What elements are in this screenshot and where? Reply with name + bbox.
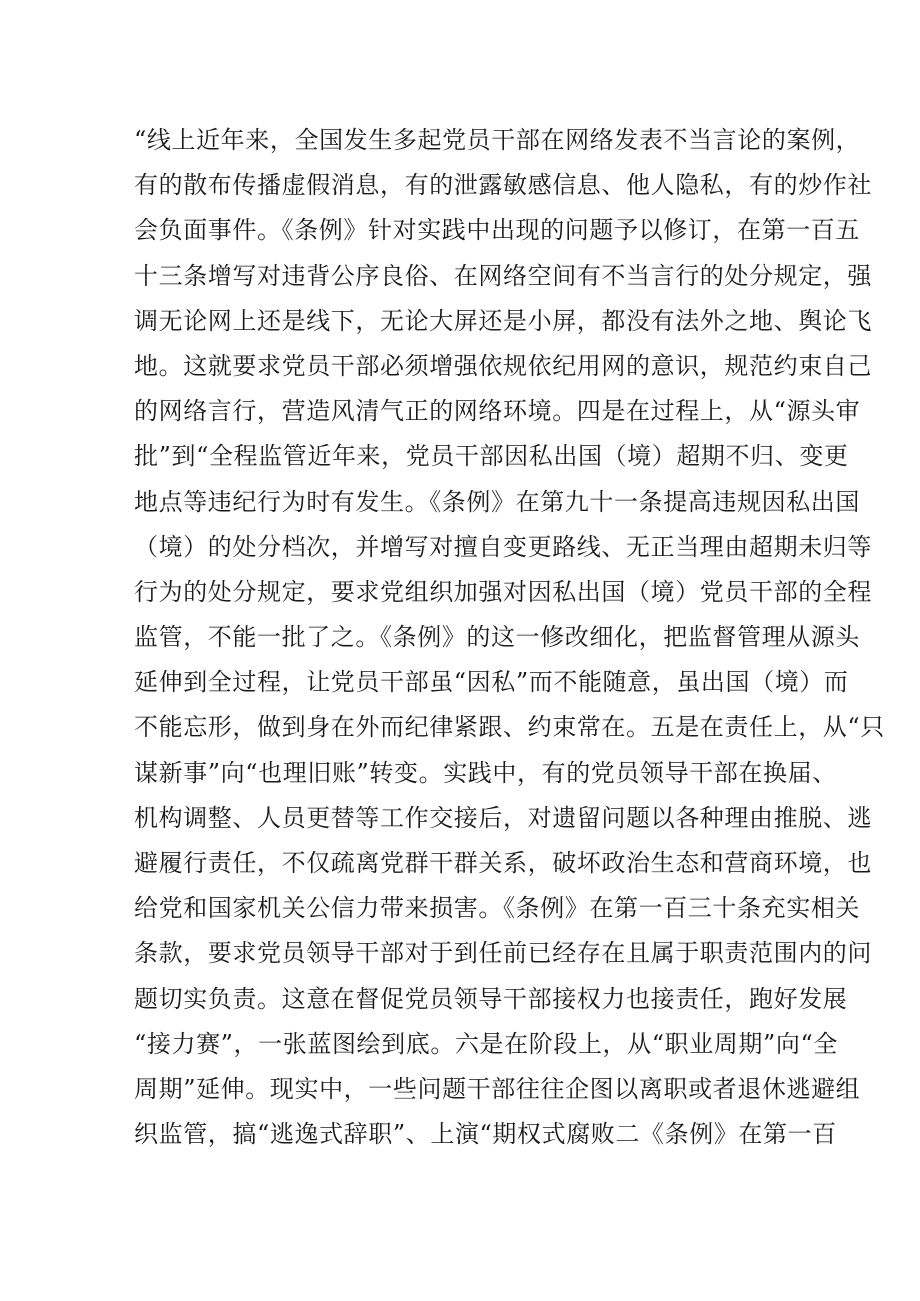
text-line: 织监管，搞“逃逸式辞职”、上演“期权式腐败二《条例》在第一百 bbox=[134, 1120, 837, 1149]
text-line: 谋新事”向“也理旧账”转变。实践中，有的党员领导干部在换届、 bbox=[134, 758, 837, 787]
text-line: 批”到“全程监管近年来，党员干部因私出国（境）超期不归、变更 bbox=[134, 442, 849, 471]
text-line: 避履行责任，不仅疏离党群干群关系，破坏政治生态和营商环境，也 bbox=[134, 849, 872, 877]
text-line: 会负面事件。《条例》针对实践中出现的问题予以修订，在第一百五 bbox=[134, 216, 860, 245]
text-line: 机构调整、人员更替等工作交接后，对遗留问题以各种理由推脱、逃 bbox=[134, 803, 872, 832]
text-line: 题切实负责。这意在督促党员领导干部接权力也接责任，跑好发展 bbox=[134, 984, 848, 1013]
text-line: “线上近年来，全国发生多起党员干部在网络发表不当言论的案例， bbox=[134, 126, 861, 154]
text-line: “接力赛”，一张蓝图绘到底。六是在阶段上，从“职业周期”向“全 bbox=[134, 1029, 838, 1058]
text-line: 行为的处分规定，要求党组织加强对因私出国（境）党员干部的全程 bbox=[134, 577, 872, 606]
text-line: 不能忘形，做到身在外而纪律紧跟、约束常在。五是在责任上，从“只 bbox=[134, 713, 885, 742]
text-line: 的网络言行，营造风清气正的网络环境。四是在过程上，从“源头审 bbox=[134, 397, 861, 426]
text-line: （境）的处分档次，并增写对擅自变更路线、无正当理由超期未归等 bbox=[134, 532, 872, 561]
text-line: 地。这就要求党员干部必须增强依规依纪用网的意识，规范约束自己 bbox=[134, 351, 872, 380]
text-line: 给党和国家机关公信力带来损害。《条例》在第一百三十条充实相关 bbox=[134, 894, 860, 923]
text-line: 调无论网上还是线下，无论大屏还是小屏，都没有法外之地、舆论飞 bbox=[134, 306, 872, 335]
text-line: 地点等违纪行为时有发生。《条例》在第九十一条提高违规因私出国 bbox=[134, 487, 860, 516]
text-line: 周期”延伸。现实中，一些问题干部往往企图以离职或者退休逃避组 bbox=[134, 1074, 861, 1103]
text-line: 条款，要求党员领导干部对于到任前已经存在且属于职责范围内的问 bbox=[134, 939, 872, 968]
text-line: 有的散布传播虚假消息，有的泄露敏感信息、他人隐私，有的炒作社 bbox=[134, 171, 872, 200]
text-line: 监管，不能一批了之。《条例》的这一修改细化，把监督管理从源头 bbox=[134, 623, 860, 652]
body-paragraph bbox=[134, 118, 885, 1157]
text-line: 延伸到全过程，让党员干部虽“因私”而不能随意，虽出国（境）而 bbox=[134, 668, 849, 697]
text-line: 十三条增写对违背公序良俗、在网络空间有不当言行的处分规定，强 bbox=[134, 261, 872, 290]
